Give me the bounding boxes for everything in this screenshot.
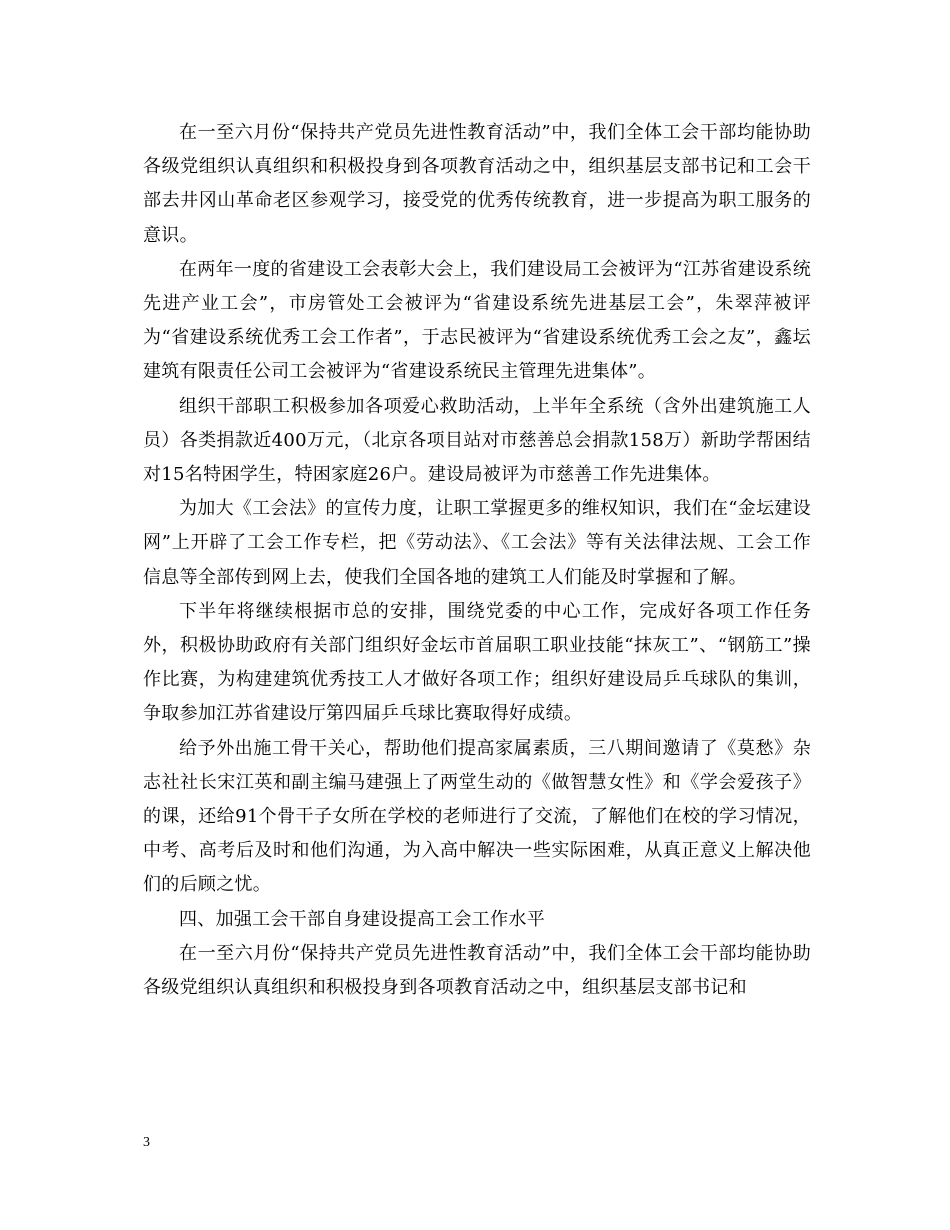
paragraph-provincial-awards: 在两年一度的省建设工会表彰大会上，我们建设局工会被评为“江苏省建设系统先进产业工会”，市房管处工会被评为“省建设系统先进基层工会”，朱翠萍被评为“省建设系统优秀工会工作者”，于志民被评为“省建设系统优秀工会之友”，鑫坛建筑有限责任公司工会被评为“省建设系统民主管理先进集体”。 (143, 258, 811, 383)
paragraph-charity-donations: 组织干部职工积极参加各项爱心救助活动，上半年全系统（含外出建筑施工人员）各类捐款近400万元，（北京各项目站对市慈善总会捐款158万）新助学帮困结对15名特困学生，特困家庭26户。建设局被评为市慈善工作先进集体。 (143, 395, 811, 486)
paragraph-union-law-publicity: 为加大《工会法》的宣传力度，让职工掌握更多的维权知识，我们在“金坛建设网”上开辟了工会工作专栏，把《劳动法》、《工会法》等有关法律法规、工会工作信息等全部传到网上去，使我们全国各地的建筑工人们能及时掌握和了解。 (143, 498, 811, 588)
paragraph-second-half-plans: 下半年将继续根据市总的安排，围绕党委的中心工作，完成好各项工作任务外，积极协助政府有关部门组织好金坛市首届职工职业技能“抹灰工”、“钢筋工”操作比赛，为构建建筑优秀技工人才做好各项工作；组织好建设局乒乓球队的集训，争取参加江苏省建设厅第四届乒乓球比赛取得好成绩。 (143, 600, 811, 725)
document-body (143, 116, 811, 1005)
section-heading-cadre-building: 四、加强工会干部自身建设提高工会工作水平 (179, 908, 545, 930)
paragraph-union-education-activity: 在一至六月份“保持共产党员先进性教育活动”中，我们全体工会干部均能协助各级党组织认真组织和积极投身到各项教育活动之中，组织基层支部书记和工会干部去井冈山革命老区参观学习，接受党的优秀传统教育，进一步提高为职工服务的意识。 (143, 122, 811, 246)
paragraph-union-education-activity-repeat: 在一至六月份“保持共产党员先进性教育活动”中，我们全体工会干部均能协助各级党组织认真组织和积极投身到各项教育活动之中，组织基层支部书记和 (143, 942, 811, 999)
page-number: 3 (143, 1135, 150, 1150)
paragraph-worker-family-care: 给予外出施工骨干关心，帮助他们提高家属素质，三八期间邀请了《莫愁》杂志社社长宋江英和副主编马建强上了两堂生动的《做智慧女性》和《学会爱孩子》的课，还给91个骨干子女所在学校的老师进行了交流，了解他们在校的学习情况，中考、高考后及时和他们沟通，为入高中解决一些实际困难，从真正意义上解决他们的后顾之忧。 (143, 737, 811, 896)
